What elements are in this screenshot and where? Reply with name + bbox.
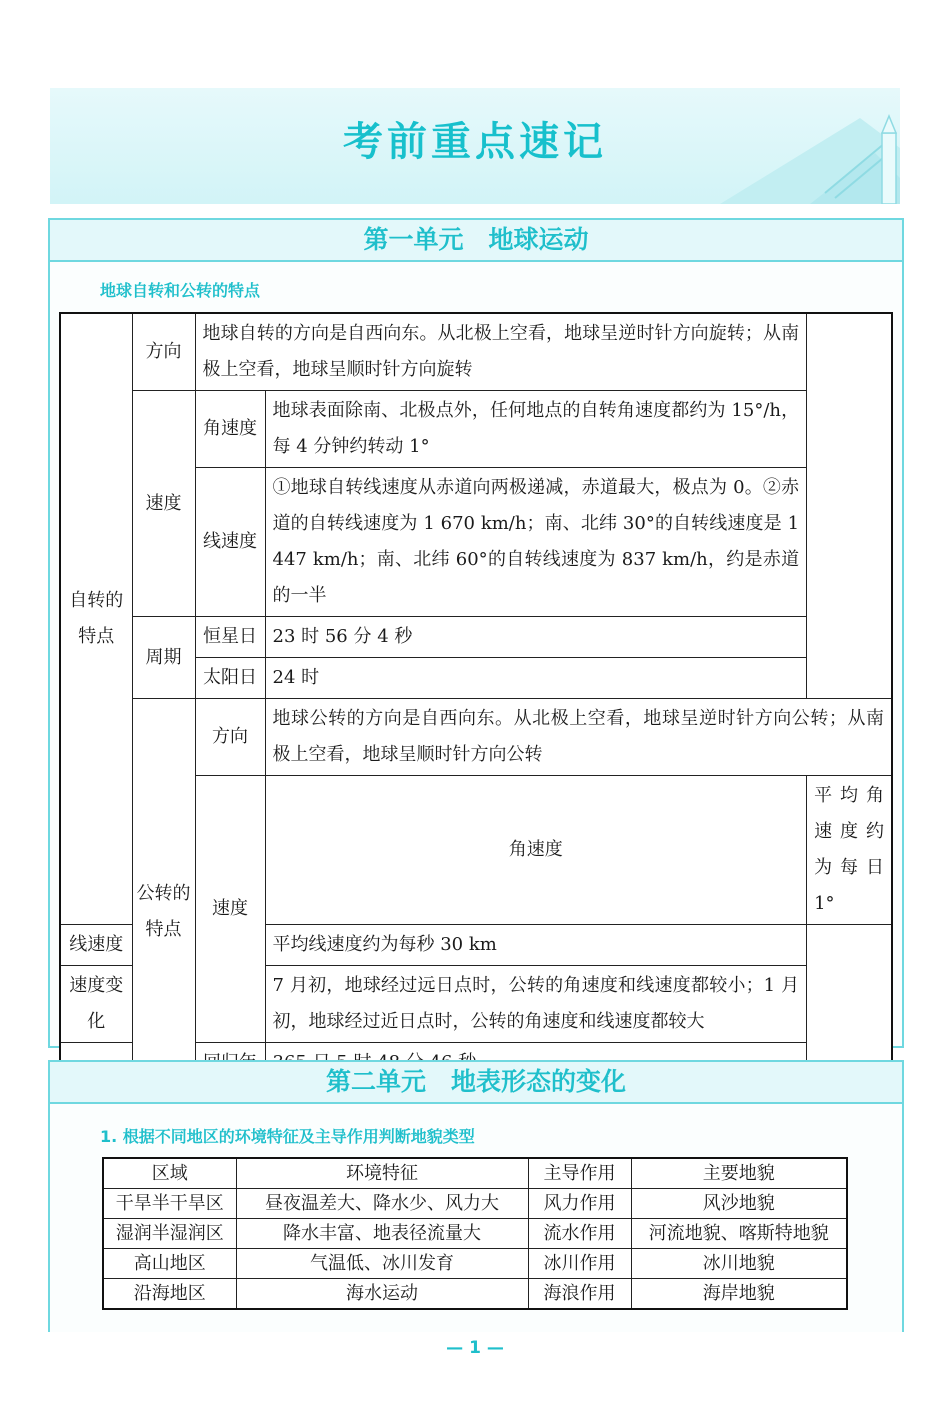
column-header: 主导作用 — [528, 1158, 631, 1189]
unit1-title: 第一单元 地球运动 — [50, 220, 902, 262]
table-cell: 降水丰富、地表径流量大 — [236, 1219, 528, 1249]
solar-day-label: 太阳日 — [195, 658, 265, 699]
rotation-revolution-table — [59, 312, 893, 1126]
page-title: 考前重点速记 — [343, 119, 607, 165]
table-cell: 湿润半湿润区 — [103, 1219, 236, 1249]
revolution-angular-text: 平均角速度约为每日 1° — [807, 776, 892, 925]
table-cell: 风沙地貌 — [631, 1189, 847, 1219]
revolution-linear-label: 线速度 — [60, 925, 132, 966]
sidereal-day-value: 23 时 56 分 4 秒 — [265, 617, 807, 658]
unit1-subtitle: 地球自转和公转的特点 — [100, 281, 261, 300]
table-row — [60, 699, 892, 776]
table-cell: 冰川地貌 — [631, 1249, 847, 1279]
unit2-title: 第二单元 地表形态的变化 — [50, 1062, 902, 1104]
table-cell: 海浪作用 — [528, 1279, 631, 1310]
revolution-linear-text: 平均线速度约为每秒 30 km — [265, 925, 807, 966]
rotation-period-label: 周期 — [132, 617, 195, 699]
table-row — [60, 391, 892, 468]
unit2-subtitle: 1. 根据不同地区的环境特征及主导作用判断地貌类型 — [100, 1127, 475, 1146]
rotation-linear-text: ①地球自转线速度从赤道向两极递减，赤道最大，极点为 0。②赤道的自转线速度为 1 670 km/h；南、北纬 30°的自转线速度是 1 447 km/h；南、北纬 60°的自转线速度为 837 km/h，约是赤道的一半 — [265, 468, 807, 617]
unit1-section — [48, 218, 904, 1048]
page-number: — 1 — — [446, 1338, 504, 1358]
revolution-direction-label: 方向 — [195, 699, 265, 776]
table-cell: 海水运动 — [236, 1279, 528, 1310]
revolution-speed-label: 速度 — [195, 776, 265, 1043]
rotation-angular-text: 地球表面除南、北极点外，任何地点的自转角速度都约为 15°/h，每 4 分钟约转动 1° — [265, 391, 807, 468]
revolution-change-text: 7 月初，地球经过远日点时，公转的角速度和线速度都较小；1 月初，地球经过近日点时，公转的角速度和线速度都较大 — [265, 966, 807, 1043]
revolution-label: 公转的特点 — [132, 699, 195, 1126]
table-header-row — [103, 1158, 847, 1189]
sidereal-day-label: 恒星日 — [195, 617, 265, 658]
rotation-direction-text: 地球自转的方向是自西向东。从北极上空看，地球呈逆时针方向旋转；从南极上空看，地球呈顺时针方向旋转 — [195, 313, 807, 391]
table-cell: 流水作用 — [528, 1219, 631, 1249]
rotation-angular-label: 角速度 — [195, 391, 265, 468]
revolution-angular-label: 角速度 — [265, 776, 807, 925]
table-cell: 昼夜温差大、降水少、风力大 — [236, 1189, 528, 1219]
table-row — [103, 1249, 847, 1279]
revolution-direction-text: 地球公转的方向是自西向东。从北极上空看，地球呈逆时针方向公转；从南极上空看，地球呈顺时针方向公转 — [265, 699, 892, 776]
rotation-speed-label: 速度 — [132, 391, 195, 617]
rotation-linear-label: 线速度 — [195, 468, 265, 617]
table-row — [103, 1279, 847, 1310]
table-cell: 干旱半干旱区 — [103, 1189, 236, 1219]
table-cell: 气温低、冰川发育 — [236, 1249, 528, 1279]
table-row — [60, 617, 892, 658]
column-header: 区域 — [103, 1158, 236, 1189]
landform-table — [102, 1157, 848, 1310]
solar-day-value: 24 时 — [265, 658, 807, 699]
table-row — [60, 313, 892, 391]
rotation-label: 自转的特点 — [60, 313, 132, 925]
table-cell: 沿海地区 — [103, 1279, 236, 1310]
column-header: 主要地貌 — [631, 1158, 847, 1189]
unit2-section — [48, 1060, 904, 1332]
table-cell: 高山地区 — [103, 1249, 236, 1279]
table-row — [103, 1219, 847, 1249]
column-header: 环境特征 — [236, 1158, 528, 1189]
table-cell: 风力作用 — [528, 1189, 631, 1219]
table-cell: 冰川作用 — [528, 1249, 631, 1279]
rotation-direction-label: 方向 — [132, 313, 195, 391]
table-cell: 海岸地貌 — [631, 1279, 847, 1310]
header-banner — [50, 88, 900, 204]
table-cell: 河流地貌、喀斯特地貌 — [631, 1219, 847, 1249]
table-row — [103, 1189, 847, 1219]
revolution-change-label: 速度变化 — [60, 966, 132, 1043]
